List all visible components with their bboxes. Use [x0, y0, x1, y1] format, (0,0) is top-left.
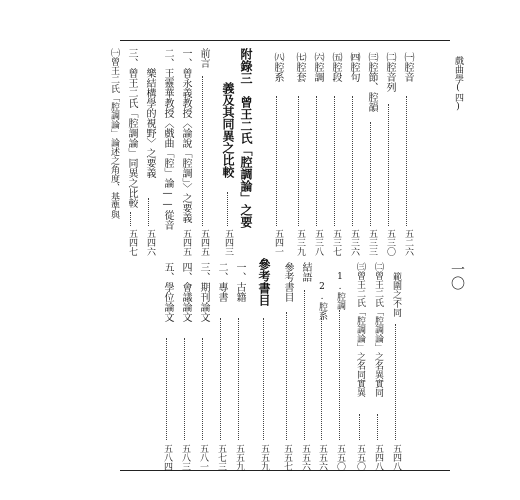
toc-entry-u10-page: 五四三 — [223, 229, 233, 256]
toc-entry-l1-page: 五四八 — [391, 444, 401, 471]
toc-entry-l12-page: 五八三 — [180, 444, 190, 471]
toc-leader-l13 — [166, 338, 167, 440]
toc-entry-u14-text: 樂結構學的視野〉之要義 — [144, 68, 155, 178]
toc-leader-u1 — [406, 96, 407, 226]
toc-entry-u7-text: ㈦腔套 — [294, 52, 305, 82]
toc-leader-u6 — [316, 96, 317, 226]
toc-entry-l8-page: 五五九 — [259, 444, 269, 471]
toc-leader-u3 — [370, 122, 371, 226]
toc-leader-l8 — [263, 318, 264, 440]
toc-entry-l11-page: 五八一 — [198, 444, 208, 471]
header-rule — [120, 40, 450, 41]
toc-entry-l7-page: 五五七 — [282, 444, 292, 471]
toc-leader-u2 — [388, 104, 389, 226]
toc-entry-l13-text: 五、學位論文 — [162, 262, 173, 322]
toc-entry-l3-page: 五五〇 — [355, 444, 365, 471]
toc-entry-u11-text: 前言 — [198, 48, 209, 68]
toc-entry-l13-page: 五八四 — [162, 444, 172, 471]
toc-leader-u15 — [130, 212, 131, 226]
toc-leader-u7 — [298, 96, 299, 226]
bibliography-heading: 參考書目 — [257, 258, 271, 306]
toc-entry-u1-text: ㈠腔音 — [402, 52, 413, 82]
page-number: 一〇 — [449, 262, 465, 290]
toc-entry-u4-text: ㈣腔句 — [348, 52, 359, 82]
toc-entry-u1-page: 五二六 — [403, 229, 413, 256]
toc-entry-u15-text: 三、曾王二氏「腔調論」同異之比較 — [126, 48, 137, 208]
toc-entry-u16-text: ㈠曾王二氏「腔調論」論述之角度、基準與 — [109, 48, 119, 219]
toc-entry-l2-text: ㈡曾王二氏「腔調論」之名異實同 — [373, 262, 383, 397]
toc-leader-l4 — [339, 310, 340, 440]
toc-leader-l9 — [238, 318, 239, 440]
toc-entry-u5-text: ㈤腔段 — [330, 52, 341, 82]
toc-entry-l11-text: 三、期刊論文 — [198, 262, 209, 322]
toc-leader-u14 — [148, 198, 149, 226]
toc-entry-l10-text: 二、專書 — [216, 262, 227, 302]
toc-entry-l5-text: 2.腔系 — [317, 282, 327, 320]
toc-entry-u6-text: ㈥腔調 — [312, 52, 323, 82]
toc-leader-u10 — [227, 192, 228, 226]
appendix-heading: 附錄三 曾王二氏「腔調論」之要 — [239, 48, 253, 228]
toc-leader-l3 — [359, 414, 360, 440]
toc-entry-l9-page: 五五九 — [234, 444, 244, 471]
toc-entry-u8-page: 五四一 — [273, 229, 283, 256]
toc-entry-l10-page: 五七三 — [216, 444, 226, 471]
toc-entry-u3-page: 五三三 — [367, 229, 377, 256]
toc-entry-u4-page: 五三六 — [349, 229, 359, 256]
toc-entry-u12-text: 一、曾永義教授〈論說「腔調」〉之要義 — [180, 48, 191, 223]
toc-entry-u11-page: 五四五 — [199, 229, 209, 256]
toc-entry-u6-page: 五三八 — [313, 229, 323, 256]
toc-entry-u10-text: 義及其同異之比較 — [221, 82, 235, 178]
toc-leader-l11 — [202, 338, 203, 440]
toc-entry-u2-page: 五三〇 — [385, 229, 395, 256]
toc-entry-l12-text: 四、會議論文 — [180, 262, 191, 322]
toc-leader-l1 — [395, 324, 396, 440]
toc-entry-l1-text: 範圍之不同 — [391, 272, 401, 317]
toc-entry-u5-page: 五三七 — [331, 229, 341, 256]
toc-entry-u3-text: ㈢腔節、腔韻 — [366, 52, 377, 112]
toc-leader-l5 — [321, 318, 322, 440]
toc-leader-l6 — [304, 290, 305, 440]
toc-entry-u14-page: 五四六 — [145, 229, 155, 256]
toc-entry-l4-text: 1.腔調 — [335, 272, 345, 310]
toc-entry-l3-text: ㈢曾王二氏「腔調論」之名同實異 — [355, 262, 365, 397]
toc-leader-l7 — [286, 312, 287, 440]
toc-entry-l9-text: 一、古籍 — [234, 262, 245, 302]
toc-entry-u8-text: ㈧腔系 — [272, 52, 283, 82]
toc-leader-u4 — [352, 96, 353, 226]
toc-leader-l2 — [377, 414, 378, 440]
toc-entry-u12-page: 五四五 — [181, 229, 191, 256]
toc-entry-l2-page: 五四八 — [373, 444, 383, 471]
toc-entry-u2-text: ㈡腔音列 — [384, 52, 395, 92]
toc-entry-l5-page: 五五六 — [317, 444, 327, 471]
toc-entry-l6-text: 結語 — [300, 262, 311, 282]
toc-entry-l7-text: 參考書目 — [282, 262, 293, 302]
toc-entry-u15-page: 五四七 — [127, 229, 137, 256]
toc-leader-u11 — [202, 76, 203, 226]
toc-leader-u8 — [276, 96, 277, 226]
toc-entry-u13-text: 二、王靈華教授〈戲曲「腔」論——從音 — [162, 48, 173, 230]
toc-entry-l4-page: 五五〇 — [335, 444, 345, 471]
toc-leader-l12 — [184, 338, 185, 440]
toc-entry-u7-page: 五三九 — [295, 229, 305, 256]
toc-leader-l10 — [220, 318, 221, 440]
running-title: 戲曲學(四) — [453, 56, 463, 112]
toc-entry-l6-page: 五五六 — [300, 444, 310, 471]
toc-leader-u5 — [334, 96, 335, 226]
